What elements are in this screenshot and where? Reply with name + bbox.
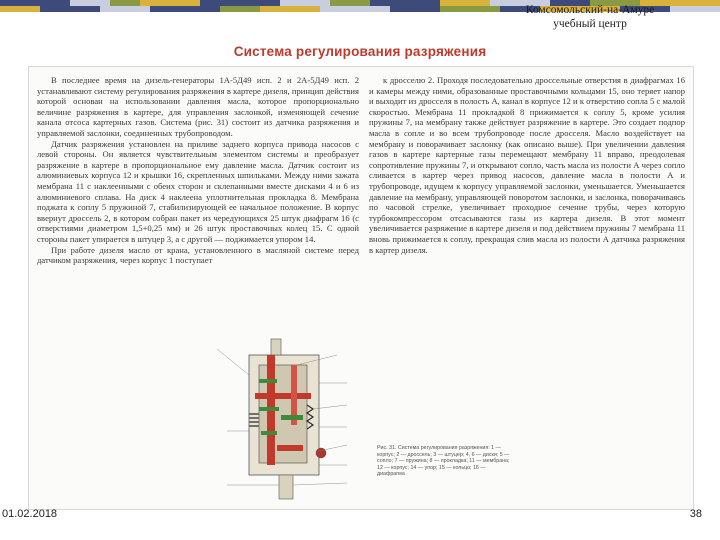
paragraph: Датчик разряжения установлен на приливе заднего корпуса привода насосов с левой стороны. Он является чувствительным элементом системы и преобразует разряжение в картере в пропорциональное ему давление масла. Датчик состоит из алюминиевых корпуса 12 и крышки 16, скрепленных шпильками. Между ними зажата мембрана 11 с наклеенными с обеих сторон и склепанными вместе дисками 4 и 6 из алюминиевого сплава. На диск 4 наклеена уплотнительная прокладка 8. Мембрана поджата к соплу 5 пружиной 7, стабилизирующей ее начальное положение. В корпус ввернут дроссель 2, в котором собран пакет из чередующихся 25 штук диафрагм 16 (с отверстиями диаметром 1,5+0,25 мм) и 26 штук проставочных колец 15. С одной стороны пакет упирается в штуцер 3, а с другой — поджимается упором 14.	[37, 138, 359, 244]
paragraph: В последнее время на дизель-генераторы 1А-5Д49 исп. 2 и 2А-5Д49 исп. 2 устанавливают систему регулирования разряжения в картере дизеля, принцип действия которой основан на использовании давления масла, которое пропорционально величине разряжения в картере, для управления заслонкой, изменяющей сечение канала отсоса картерных газов. Система (рис. 31) состоит из датчика разряжения и управляемой заслонки, соединенных трубопроводом.	[37, 75, 359, 138]
slide-title: Система регулирования разряжения	[233, 44, 487, 59]
footer-date: 01.02.2018	[2, 508, 58, 520]
scanned-page	[28, 66, 694, 510]
text-column-right	[369, 75, 685, 307]
org-name-line1: Комсомольский-на-Амуре	[525, 4, 655, 16]
header-organization	[500, 3, 680, 31]
page-number: 38	[689, 508, 702, 520]
pressure-sensor-diagram	[187, 335, 377, 507]
text-column-left	[37, 75, 359, 343]
figure-caption: Рис. 31. Система регулирования разряжения: 1 — корпус; 2 — дроссель; 3 — штуцер; 4, 6 — диски; 5 — сопло; 7 — пружина; 8 — прокладка; 11 — мембрана; 12 — корпус; 14 — упор; 15 — кольцо; 16 — диафрагма	[377, 445, 510, 478]
paragraph: к дросселю 2. Проходя последовательно дроссельные отверстия в диафрагмах 16 и камеры между ними, образованные проставочными кольцами 15, оно теряет напор и выходит из дросселя в полость А, канал в корпусе 12 и к отверстию сопла 5 с малой скоростью. Мембрана 11 прокладкой 8 прижимается к соплу 5, кроме усилия пружины 7, на мембрану также действует разряжение в картере. Это создает подпор масла в сопле и во всем трубопроводе после дросселя. Масло воздействует на мембрану и поворачивает заслонку (как описано выше). При увеличении давления газов в картере картерные газы перемещают мембрану 11 вправо, преодолевая сопротивление пружины 7, и открывают сопло, часть масла из полости А через сопло сливается в картер через привод насосов, давление масла в полости А и трубопроводе, идущем к корпусу управляемой заслонки, уменьшается. Уменьшается давление на мембрану, управляющей поворотом заслонки, и заслонка, поворачиваясь по часовой стрелке, увеличивает проходное сечение трубы, через которую турбокомпрессором отсасываются газы из картера дизеля. В этот момент увеличивается разряжение в картере дизеля и под действием пружины 7 мембрана 11 вновь прижимается к соплу, прекращая слив масла из полости А датчика разряжения в картер дизеля.	[369, 75, 685, 255]
org-name-line2: учебный центр	[553, 18, 627, 30]
paragraph: При работе дизеля масло от крана, установленного в масляной системе перед датчиком разряжения, через корпус 1 поступает	[37, 244, 359, 266]
